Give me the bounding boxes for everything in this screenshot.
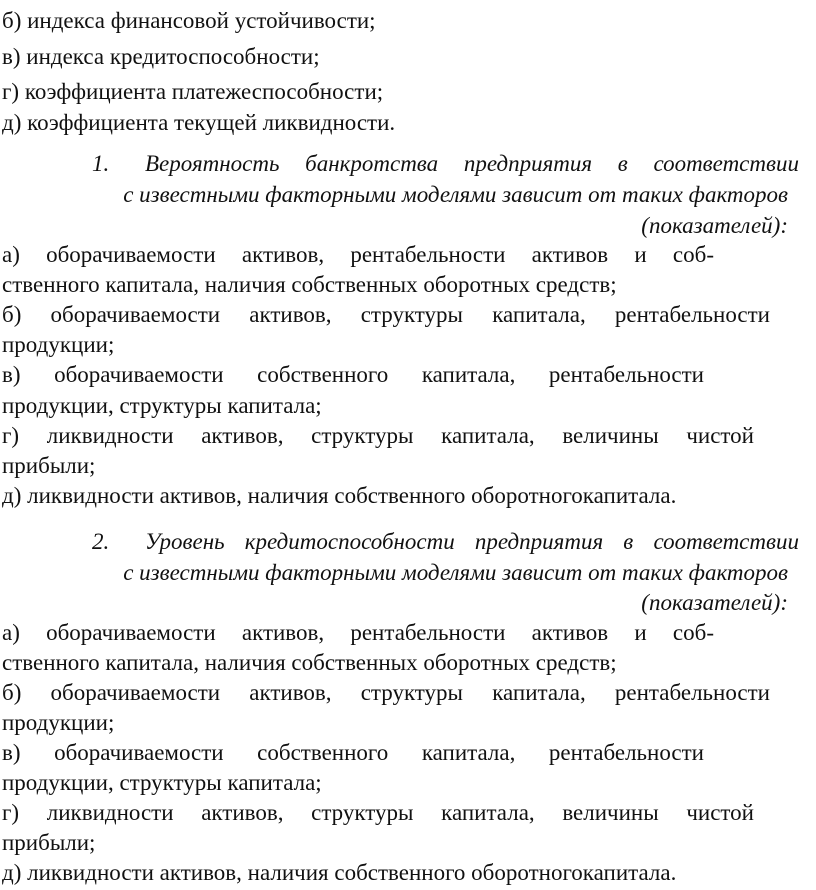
question-1-option-b-line-1: б) оборачиваемости активов, структуры капитала, рентабельности <box>2 302 770 327</box>
top-option-v: в) индекса кредитоспособности; <box>2 44 320 69</box>
question-2-line-3: (показателей): <box>641 590 788 615</box>
question-2-number: 2. <box>92 529 110 554</box>
question-1-option-d: д) ликвидности активов, наличия собственного оборотногокапитала. <box>2 483 677 508</box>
question-2-line-1: Уровень кредитоспособности предприятия в соответствии <box>145 529 799 554</box>
question-1-option-v-line-2: продукции, структуры капитала; <box>2 393 322 418</box>
question-2-option-a-line-2: ственного капитала, наличия собственных оборотных средств; <box>2 650 617 675</box>
question-1-line-2: с известными факторными моделями зависит от таких факторов <box>123 182 788 207</box>
question-2-option-v-line-1: в) оборачиваемости собственного капитала, рентабельности <box>2 740 704 765</box>
question-1-option-v-line-1: в) оборачиваемости собственного капитала, рентабельности <box>2 362 704 387</box>
question-2-option-g-line-2: прибыли; <box>2 830 96 855</box>
top-option-d: д) коэффициента текущей ликвидности. <box>2 110 396 135</box>
question-2-option-v-line-2: продукции, структуры капитала; <box>2 770 322 795</box>
question-2-option-a-line-1: а) оборачиваемости активов, рентабельности активов и соб- <box>2 620 714 645</box>
question-1-line-1: Вероятность банкротства предприятия в соответствии <box>145 151 799 176</box>
question-2-option-d: д) ликвидности активов, наличия собственного оборотногокапитала. <box>2 860 677 885</box>
top-option-b: б) индекса финансовой устойчивости; <box>2 8 376 33</box>
question-2-line-2: с известными факторными моделями зависит от таких факторов <box>123 560 788 585</box>
question-1-option-b-line-2: продукции; <box>2 332 115 357</box>
question-1-option-g-line-1: г) ликвидности активов, структуры капитала, величины чистой <box>2 423 754 448</box>
question-1-line-3: (показателей): <box>641 213 788 238</box>
question-1-number: 1. <box>92 151 110 176</box>
top-option-g: г) коэффициента платежеспособности; <box>2 79 384 104</box>
question-1-option-a-line-1: а) оборачиваемости активов, рентабельности активов и соб- <box>2 242 714 267</box>
question-2-option-g-line-1: г) ликвидности активов, структуры капитала, величины чистой <box>2 800 754 825</box>
question-2-option-b-line-2: продукции; <box>2 710 115 735</box>
question-2-option-b-line-1: б) оборачиваемости активов, структуры капитала, рентабельности <box>2 680 770 705</box>
question-1-option-g-line-2: прибыли; <box>2 453 96 478</box>
question-1-option-a-line-2: ственного капитала, наличия собственных оборотных средств; <box>2 272 617 297</box>
